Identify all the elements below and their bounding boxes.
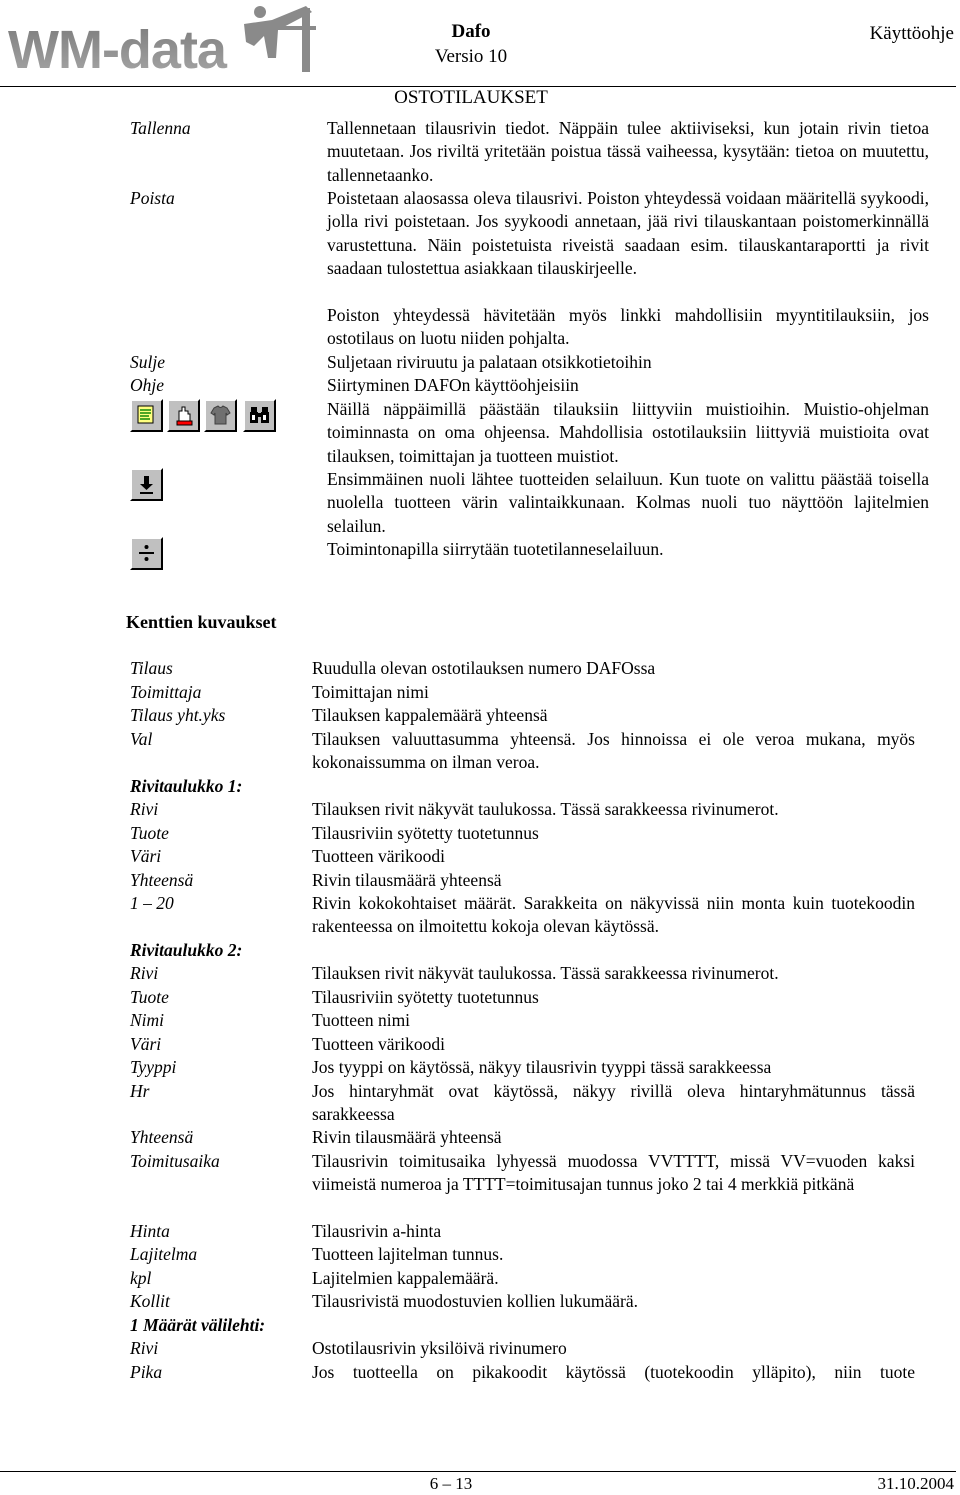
divide-icon[interactable]: [130, 537, 163, 570]
desc-nuolet: Ensimmäinen nuoli lähtee tuotteiden selailuun. Kun tuote on valittu päästää toisella nuolella tuotteen värin valintaikkunaan. Kolmas nuoli tuo näyttöön lajitelmien selailun.: [327, 469, 929, 536]
field-label: Kollit: [130, 1291, 170, 1311]
desc-sulje: Suljetaan riviruutu ja palataan otsikkotietoihin: [327, 352, 652, 372]
field-desc: Rivin tilausmäärä yhteensä: [312, 870, 502, 890]
field-desc: Tilausrivin toimitusaika lyhyessä muodossa VVTTTT, missä VV=vuoden kaksi viimeistä numeroa ja TTTT=toimitusajan tunnus joko 2 tai 4 merkkiä pitkänä: [312, 1151, 915, 1195]
field-desc: Rivin kokokohtaiset määrät. Sarakkeita on näkyvissä niin monta kuin tuotekoodin rakenteessa on ilmoitettu kokoja olevan käytössä.: [312, 893, 915, 937]
field-label: Yhteensä: [130, 1127, 194, 1147]
desc-toiminto: Toimintonapilla siirrytään tuotetilanneselailuun.: [327, 539, 664, 559]
wm-data-logo: [6, 2, 324, 82]
field-desc: Tilausriviin syötetty tuotetunnus: [312, 987, 539, 1007]
field-label: Rivi: [130, 963, 159, 983]
label-sulje: Sulje: [130, 352, 165, 372]
field-label: Väri: [130, 1034, 162, 1054]
desc-ohje: Siirtyminen DAFOn käyttöohjeisiin: [327, 375, 579, 395]
footer-page-number: 6 – 13: [429, 1474, 473, 1493]
field-label: Yhteensä: [130, 870, 194, 890]
field-desc: Jos tuotteella on pikakoodit käytössä (tuotekoodin ylläpito), niin tuote: [312, 1362, 915, 1382]
subheading-rivitaulukko-2: Rivitaulukko 2:: [130, 940, 243, 960]
field-label: Tuote: [130, 823, 169, 843]
hand-pointer-icon[interactable]: [167, 399, 200, 432]
field-label: Rivi: [130, 1338, 159, 1358]
field-desc: Tilausrivistä muodostuvien kollien lukumäärä.: [312, 1291, 638, 1311]
field-desc: Lajitelmien kappalemäärä.: [312, 1268, 499, 1288]
field-desc: Tilauksen kappalemäärä yhteensä: [312, 705, 548, 725]
svg-text:WM-data: WM-data: [8, 20, 226, 80]
field-desc: Tuotteen värikoodi: [312, 1034, 446, 1054]
label-poista: Poista: [130, 188, 175, 208]
header-version: Versio 10: [434, 46, 508, 67]
footer-date: 31.10.2004: [877, 1474, 954, 1493]
desc-poista: Poistetaan alaosassa oleva tilausrivi. Poiston yhteydessä voidaan määritellä syykoodi, jolla rivi poistetaan. Jos syykoodi annetaan, jää rivi tilauskantaan poistomerkinnällä varustettuna. Näin poistetuista riveistä saadaan esim. tilauskantaraportti ja rivit saadaan tulostettua asiakkaan tilauskirjeelle.: [327, 188, 929, 279]
label-tallenna: Tallenna: [130, 118, 191, 138]
memo-icon[interactable]: [130, 399, 163, 432]
field-desc: Tilauksen valuuttasumma yhteensä. Jos hinnoissa ei ole veroa mukana, myös kokonaissumma on ilman veroa.: [312, 729, 915, 773]
field-desc: Tuotteen lajitelman tunnus.: [312, 1244, 504, 1264]
field-label: Toimittaja: [130, 682, 202, 702]
field-label: Lajitelma: [130, 1244, 198, 1264]
field-label: Pika: [130, 1362, 163, 1382]
desc-poista-linkki: Poiston yhteydessä hävitetään myös linkki mahdollisiin myyntitilauksiin, jos ostotilaus on luotu niiden pohjalta.: [327, 305, 929, 349]
field-desc: Jos hintaryhmät ovat käytössä, näkyy rivillä oleva hintaryhmätunnus tässä sarakkeessa: [312, 1081, 915, 1125]
field-label: Hinta: [130, 1221, 170, 1241]
field-desc: Tilauksen rivit näkyvät taulukossa. Tässä sarakkeessa rivinumerot.: [312, 799, 779, 819]
field-desc: Tuotteen värikoodi: [312, 846, 446, 866]
field-desc: Toimittajan nimi: [312, 682, 429, 702]
down-arrow-icon[interactable]: [130, 468, 163, 501]
field-desc: Jos tyyppi on käytössä, näkyy tilausrivin tyyppi tässä sarakkeessa: [312, 1057, 772, 1077]
field-label: Nimi: [130, 1010, 165, 1030]
shirt-icon[interactable]: [204, 399, 237, 432]
field-label: Rivi: [130, 799, 159, 819]
field-label: Tilaus yht.yks: [130, 705, 226, 725]
field-label: Väri: [130, 846, 162, 866]
subheading-maarat-valilehti: 1 Määrät välilehti:: [130, 1315, 266, 1335]
field-desc: Rivin tilausmäärä yhteensä: [312, 1127, 502, 1147]
binoculars-icon[interactable]: [243, 399, 276, 432]
header-section: OSTOTILAUKSET: [394, 87, 548, 108]
field-desc: Ostotilausrivin yksilöivä rivinumero: [312, 1338, 567, 1358]
field-desc: Tilausriviin syötetty tuotetunnus: [312, 823, 539, 843]
header-doc-type: Käyttöohje: [869, 23, 954, 44]
field-label: Toimitusaika: [130, 1151, 220, 1171]
field-label: 1 – 20: [130, 893, 174, 913]
desc-muistio: Näillä näppäimillä päästään tilauksiin liittyviin muistioihin. Muistio-ohjelman toiminnasta on oma ohjeensa. Mahdollisia ostotilauksiin liittyviä muistioita ovat tilauksen, toimittajan ja tuotteen muistiot.: [327, 399, 929, 466]
label-ohje: Ohje: [130, 375, 165, 395]
header-title: Dafo: [451, 21, 491, 42]
field-desc: Tilauksen rivit näkyvät taulukossa. Tässä sarakkeessa rivinumerot.: [312, 963, 779, 983]
field-label: Hr: [130, 1081, 150, 1101]
field-desc: Tilausrivin a-hinta: [312, 1221, 442, 1241]
desc-tallenna: Tallennetaan tilausrivin tiedot. Näppäin tulee aktiiviseksi, kun jotain rivin tietoa muutetaan. Jos riviltä yritetään poistua tässä vaiheessa, kysytään: tietoa on muutettu, tallennetaanko.: [327, 118, 929, 185]
field-desc: Ruudulla olevan ostotilauksen numero DAFOssa: [312, 658, 656, 678]
field-label: Tuote: [130, 987, 169, 1007]
fields-heading: Kenttien kuvaukset: [126, 612, 277, 632]
subheading-rivitaulukko-1: Rivitaulukko 1:: [130, 776, 243, 796]
field-label: kpl: [130, 1268, 152, 1288]
field-desc: Tuotteen nimi: [312, 1010, 411, 1030]
field-label: Tyyppi: [130, 1057, 177, 1077]
field-label: Tilaus: [130, 658, 173, 678]
field-label: Val: [130, 729, 153, 749]
